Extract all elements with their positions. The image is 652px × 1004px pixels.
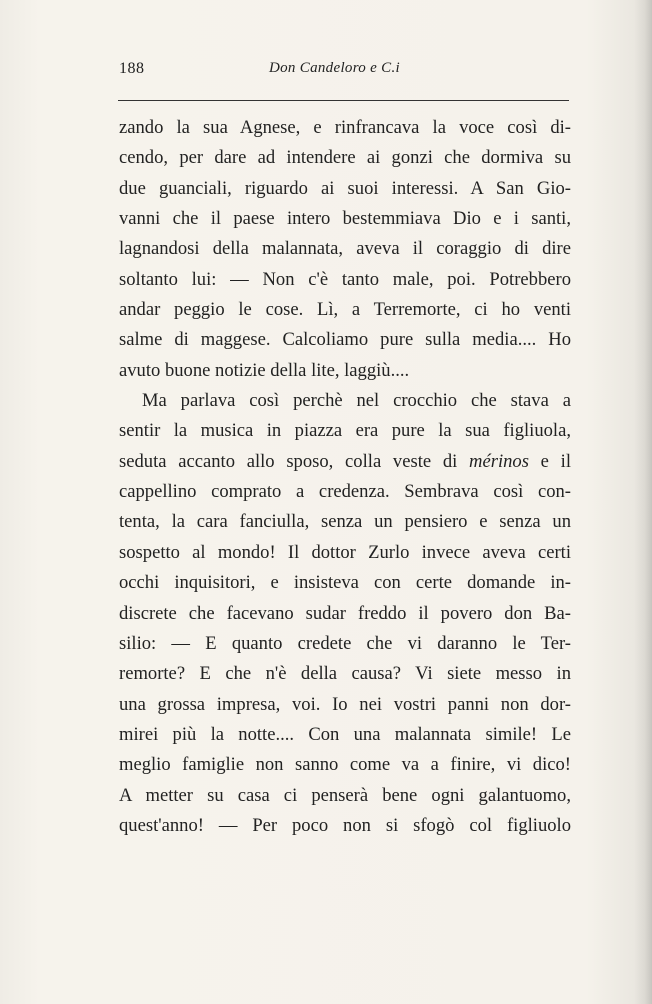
text-line: cappellino comprato a credenza. Sembrava così con- [119, 481, 571, 503]
text-line: due guanciali, riguardo ai suoi interessi. A San Gio- [119, 177, 571, 199]
text-line: soltanto lui: — Non c'è tanto male, poi. Potrebbero [119, 268, 571, 290]
text-line: silio: — E quanto credete che vi daranno le Ter- [119, 632, 571, 654]
text-segment: seduta accanto allo sposo, colla veste di [119, 450, 470, 472]
body-text [119, 113, 571, 841]
text-line: sentir la musica in piazza era pure la sua figliuola, [119, 420, 571, 442]
text-line: lagnandosi della malannata, aveva il coraggio di dire [119, 238, 571, 260]
header-rule [118, 100, 569, 101]
text-line: mirei più la notte.... Con una malannata simile! Le [119, 723, 571, 745]
page-number: 188 [119, 60, 145, 77]
text-line: sospetto al mondo! Il dottor Zurlo invece aveva certi [119, 541, 571, 563]
text-line: vanni che il paese intero bestemmiava Dio e i santi, [119, 208, 571, 230]
text-line: tenta, la cara fanciulla, senza un pensiero e senza un [119, 511, 571, 533]
text-line-with-italic [119, 447, 571, 477]
running-header [119, 56, 569, 84]
text-line: discrete che facevano sudar freddo il povero don Ba- [119, 602, 571, 624]
running-title: Don Candeloro e C.i [269, 60, 400, 76]
italic-word: mérinos [469, 450, 529, 472]
text-line: occhi inquisitori, e insisteva con certe domande in- [119, 572, 571, 594]
text-line: quest'anno! — Per poco non si sfogò col figliuolo [119, 814, 571, 836]
text-line: avuto buone notizie della lite, laggiù.... [119, 359, 410, 381]
text-segment: e il [528, 450, 571, 472]
text-line: cendo, per dare ad intendere ai gonzi che dormiva su [119, 147, 571, 169]
text-line: remorte? E che n'è della causa? Vi siete messo in [119, 663, 571, 685]
text-line: andar peggio le cose. Lì, a Terremorte, ci ho venti [119, 299, 571, 321]
text-line: Ma parlava così perchè nel crocchio che stava a [142, 390, 571, 412]
text-line: A metter su casa ci penserà bene ogni galantuomo, [119, 784, 571, 806]
text-line: zando la sua Agnese, e rinfrancava la voce così di- [119, 117, 571, 138]
text-line: una grossa impresa, voi. Io nei vostri panni non dor- [119, 693, 571, 715]
text-line: meglio famiglie non sanno come va a finire, vi dico! [119, 754, 571, 776]
text-line: salme di maggese. Calcoliamo pure sulla media.... Ho [119, 329, 571, 351]
page-edge-shadow [634, 0, 652, 1004]
